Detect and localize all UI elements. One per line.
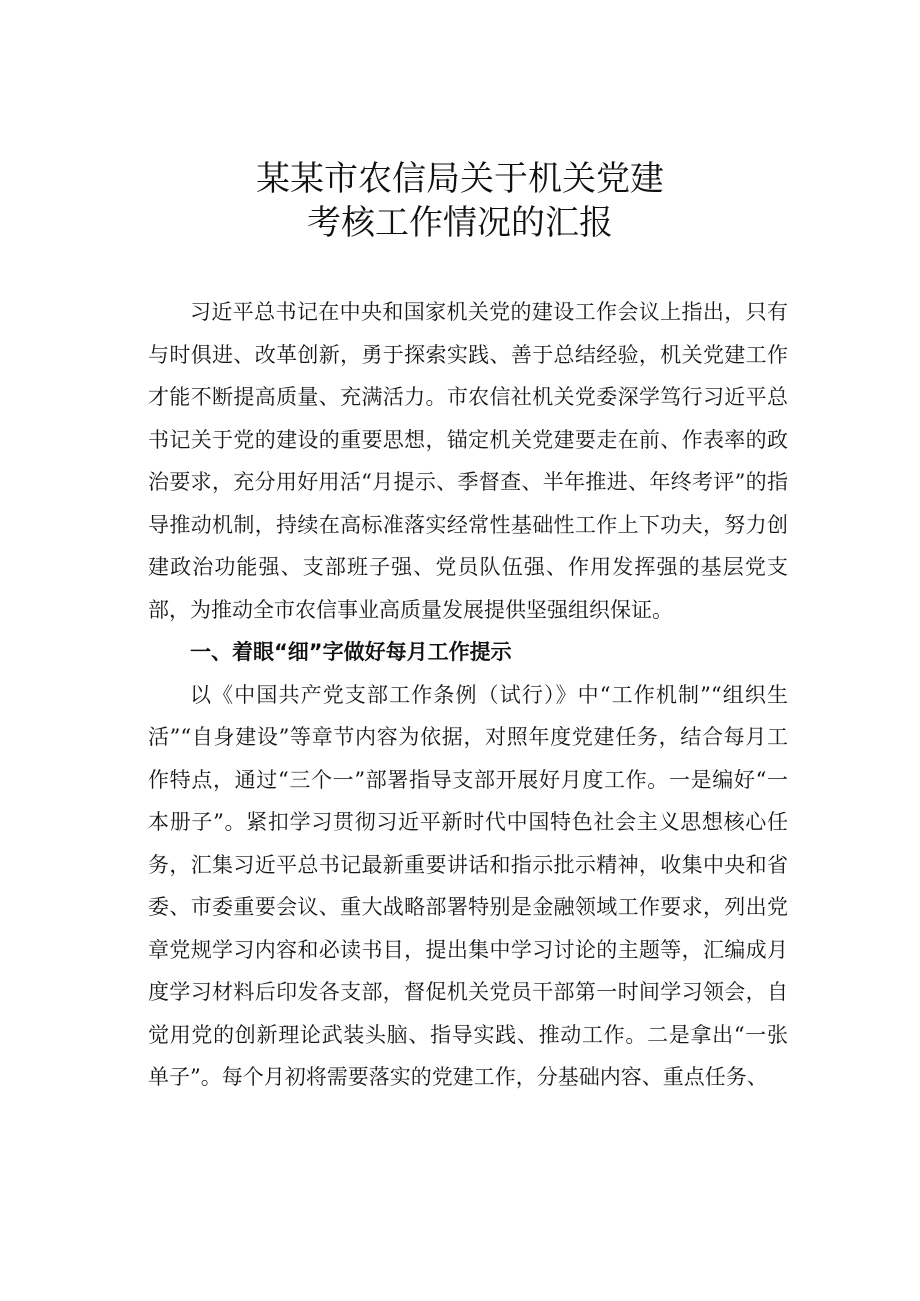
section-1-paragraph: 以《中国共产党支部工作条例（试行）》中“工作机制”“组织生活”“自身建设”等章节内容为依据，对照年度党建任务，结合每月工作特点，通过“三个一”部署指导支部开展好月度工作。一是编好“一本册子”。紧扣学习贯彻习近平新时代中国特色社会主义思想核心任务，汇集习近平总书记最新重要讲话和指示批示精神，收集中央和省委、市委重要会议、重大战略部署特别是金融领域工作要求，列出党章党规学习内容和必读书目，提出集中学习讨论的主题等，汇编成月度学习材料后印发各支部，督促机关党员干部第一时间学习领会，自觉用党的创新理论武装头脑、指导实践、推动工作。二是拿出“一张单子”。每个月初将需要落实的党建工作，分基础内容、重点任务、	[148, 682, 788, 1089]
intro-paragraph: 习近平总书记在中央和国家机关党的建设工作会议上指出，只有与时俱进、改革创新，勇于探索实践、善于总结经验，机关党建工作才能不断提高质量、充满活力。市农信社机关党委深学笃行习近平总书记关于党的建设的重要思想，锚定机关党建要走在前、作表率的政治要求，充分用好用活“月提示、季督查、半年推进、年终考评”的指导推动机制，持续在高标准落实经常性基础性工作上下功夫，努力创建政治功能强、支部班子强、党员队伍强、作用发挥强的基层党支部，为推动全市农信事业高质量发展提供坚强组织保证。	[148, 300, 788, 622]
document-title-line-2: 考核工作情况的汇报	[307, 203, 613, 243]
document-title-line-1: 某某市农信局关于机关党建	[256, 159, 664, 199]
section-heading-1: 一、着眼“细”字做好每月工作提示	[190, 640, 512, 664]
document-body	[148, 291, 788, 1099]
